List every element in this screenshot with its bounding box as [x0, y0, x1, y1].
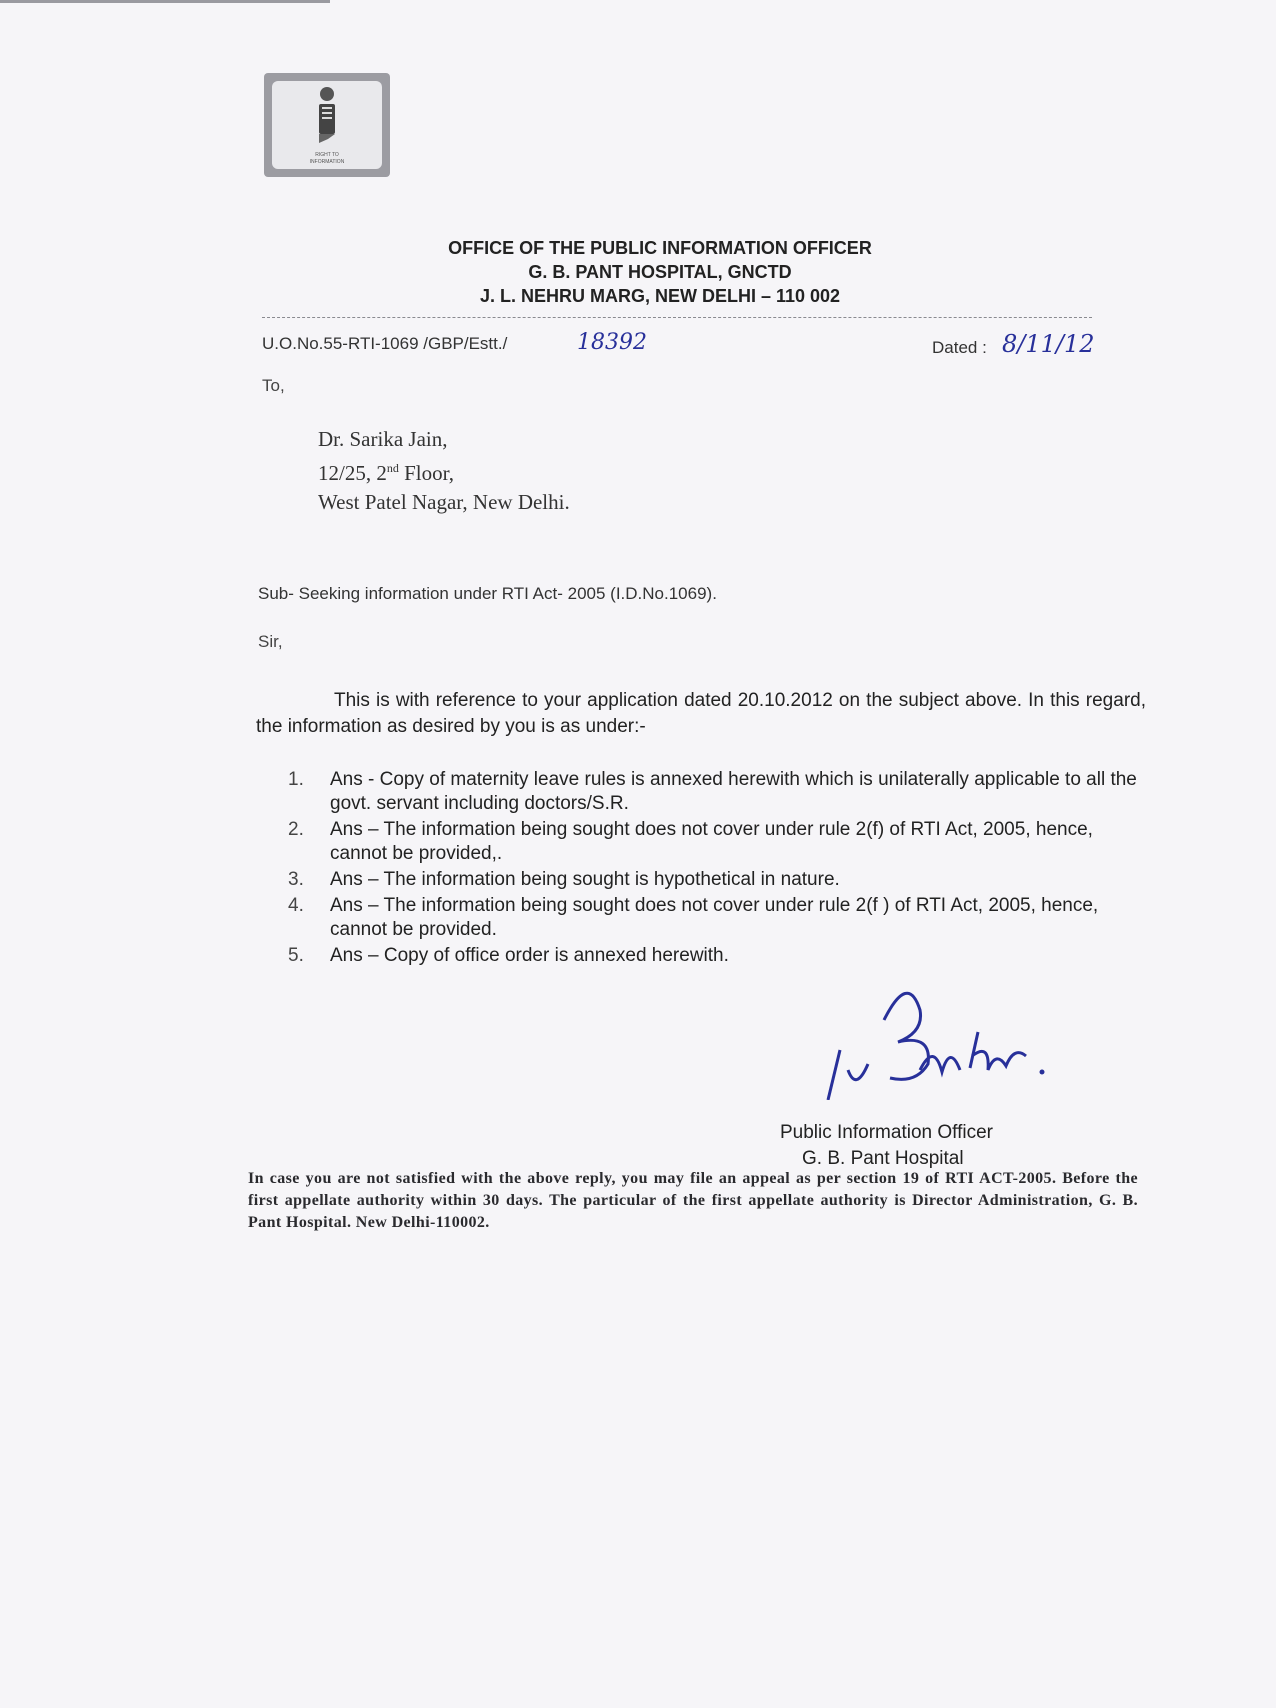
address-line1-pre: 12/25, 2: [318, 461, 387, 485]
dated-label: Dated :: [932, 338, 987, 357]
answers-list: [288, 768, 1146, 970]
handwritten-reference-number: 18392: [577, 330, 647, 355]
answer-number: 2.: [288, 819, 304, 840]
answer-item: [288, 944, 1146, 968]
answer-item: [288, 894, 1146, 942]
answer-text: Ans - Copy of maternity leave rules is annexed herewith which is unilaterally applicable to all the govt. servant including doctors/S.R.: [330, 769, 1137, 814]
answer-text: Ans – The information being sought does not cover under rule 2(f) of RTI Act, 2005, hence, cannot be provided,.: [330, 819, 1093, 864]
answer-item: [288, 818, 1146, 866]
answer-text: Ans – The information being sought is hypothetical in nature.: [330, 869, 840, 890]
subject-line: Sub- Seeking information under RTI Act- 2005 (I.D.No.1069).: [258, 584, 717, 603]
answer-text: Ans – Copy of office order is annexed herewith.: [330, 945, 729, 966]
reference-number: U.O.No.55-RTI-1069 /GBP/Estt./: [262, 334, 508, 353]
rti-logo-inner: [272, 81, 382, 169]
recipient-name: Dr. Sarika Jain,: [318, 427, 448, 451]
signatory-organisation: G. B. Pant Hospital: [802, 1148, 964, 1169]
answer-number: 3.: [288, 869, 304, 890]
handwritten-signature: [820, 980, 1080, 1100]
answer-item: [288, 868, 1146, 892]
signatory-block: [780, 1120, 993, 1172]
answer-number: 5.: [288, 945, 304, 966]
scan-edge-line: [0, 0, 330, 3]
address-line1-post: Floor,: [398, 461, 455, 485]
letterhead-hospital: G. B. PANT HOSPITAL, GNCTD: [528, 262, 792, 282]
right-to-information-logo-icon: [272, 81, 382, 169]
recipient-address-line2: West Patel Nagar, New Delhi.: [318, 490, 570, 514]
intro-paragraph: This is with reference to your application dated 20.10.2012 on the subject above. In this regard, the information as desired by you is as under:-: [256, 690, 1146, 737]
letterhead-office: OFFICE OF THE PUBLIC INFORMATION OFFICER: [448, 238, 872, 258]
logo-text-line2: INFORMATION: [309, 159, 345, 165]
signatory-designation: Public Information Officer: [780, 1122, 993, 1143]
appeal-note: In case you are not satisfied with the above reply, you may file an appeal as per section 19 of RTI ACT-2005. Before the first appellate authority within 30 days. The particular of the first appellate authority is Director Administration, G. B. Pant Hospital. New Delhi-110002.: [248, 1170, 1138, 1231]
salutation: Sir,: [258, 632, 283, 651]
address-line1-sup: nd: [386, 461, 399, 475]
recipient-address-line1: [318, 454, 570, 488]
answer-item: [288, 768, 1146, 816]
answer-text: Ans – The information being sought does not cover under rule 2(f ) of RTI Act, 2005, hence, cannot be provided.: [330, 895, 1099, 940]
letterhead-address: J. L. NEHRU MARG, NEW DELHI – 110 002: [479, 286, 841, 306]
recipient-address: [318, 425, 570, 517]
handwritten-date: 8/11/12: [1002, 330, 1095, 358]
answer-number: 4.: [288, 895, 304, 916]
rti-logo: [264, 73, 390, 177]
answer-number: 1.: [288, 769, 304, 790]
dashed-divider: [262, 317, 1092, 318]
logo-text-line1: RIGHT TO: [315, 152, 339, 158]
reference-line: [262, 330, 1095, 360]
letterhead: [380, 236, 940, 308]
to-label: To,: [262, 376, 285, 395]
